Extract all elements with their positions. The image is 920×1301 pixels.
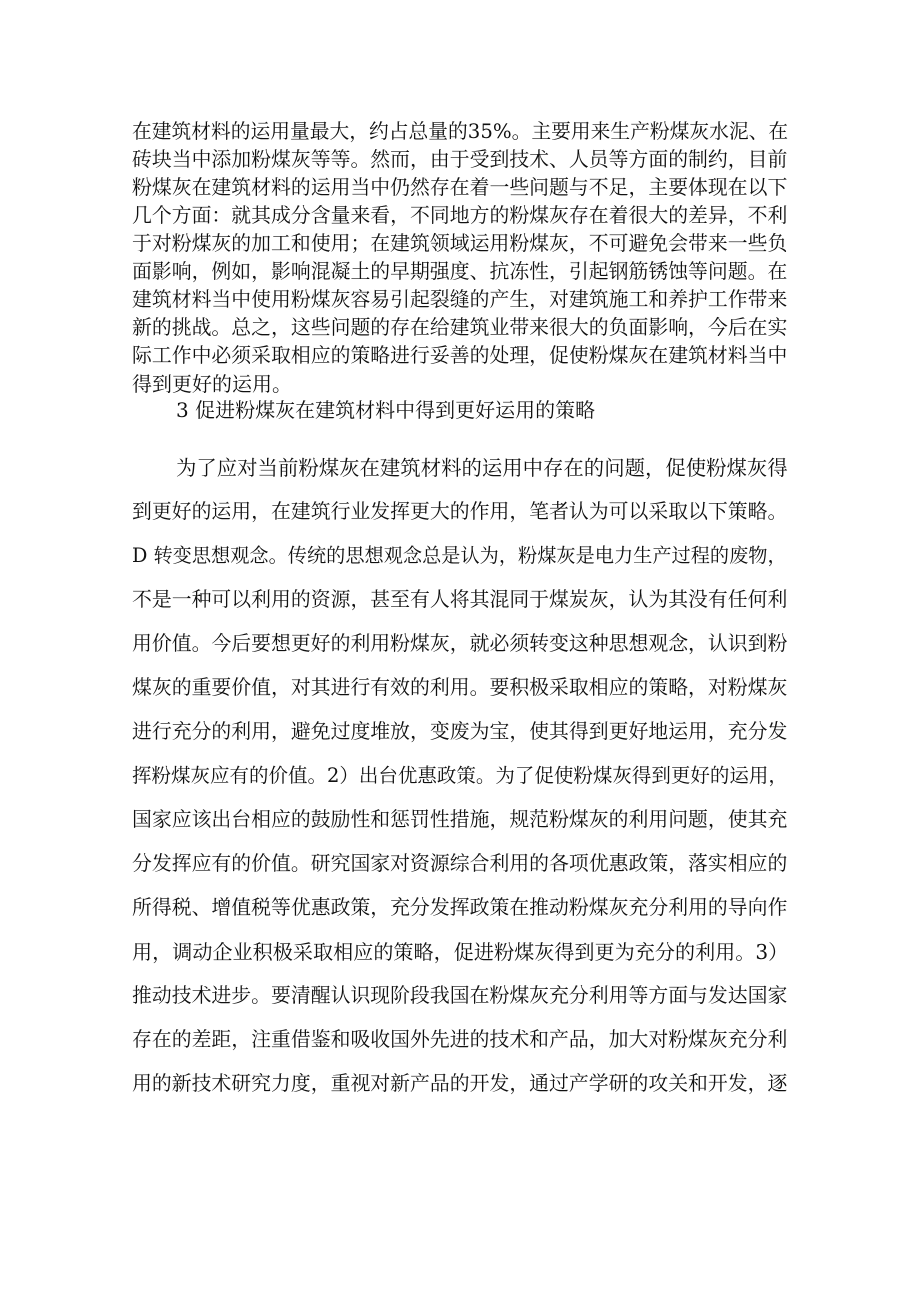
paragraph-2-line: 不是一种可以利用的资源，甚至有人将其混同于煤炭灰，认为其没有任何利	[132, 588, 788, 611]
paragraph-1-line: 面影响，例如，影响混凝土的早期强度、抗冻性，引起钢筋锈蚀等问题。在	[132, 260, 788, 283]
paragraph-2-line: 用的新技术研究力度，重视对新产品的开发，通过产学研的攻关和开发，逐	[132, 1072, 788, 1095]
paragraph-2-line: 推动技术进步。要清醒认识现阶段我国在粉煤灰充分利用等方面与发达国家	[132, 984, 788, 1007]
paragraph-2-line: 到更好的运用，在建筑行业发挥更大的作用，笔者认为可以采取以下策略。	[132, 500, 788, 523]
paragraph-1-line: 新的挑战。总之，这些问题的存在给建筑业带来很大的负面影响，今后在实	[132, 316, 788, 339]
paragraph-2-line: D 转变思想观念。传统的思想观念总是认为，粉煤灰是电力生产过程的废物，	[132, 544, 787, 567]
paragraph-1-line: 建筑材料当中使用粉煤灰容易引起裂缝的产生，对建筑施工和养护工作带来	[132, 288, 788, 311]
paragraph-2-line: 用，调动企业积极采取相应的策略，促进粉煤灰得到更为充分的利用。3）	[132, 940, 789, 964]
paragraph-2-line: 国家应该出台相应的鼓励性和惩罚性措施，规范粉煤灰的利用问题，使其充	[132, 808, 788, 831]
paragraph-2-line: 所得税、增值税等优惠政策，充分发挥政策在推动粉煤灰充分利用的导向作	[132, 896, 788, 919]
paragraph-2-line: 用价值。今后要想更好的利用粉煤灰，就必须转变这种思想观念，认识到粉	[132, 632, 788, 655]
paragraph-1-line: 粉煤灰在建筑材料的运用当中仍然存在着一些问题与不足，主要体现在以下	[132, 176, 788, 199]
paragraph-2-line: 为了应对当前粉煤灰在建筑材料的运用中存在的问题，促使粉煤灰得	[176, 456, 788, 480]
paragraph-1-line: 际工作中必须采取相应的策略进行妥善的处理，促使粉煤灰在建筑材料当中	[132, 344, 788, 367]
paragraph-2-line: 存在的差距，注重借鉴和吸收国外先进的技术和产品，加大对粉煤灰充分利	[132, 1028, 788, 1051]
paragraph-2-line: 进行充分的利用，避免过度堆放，变废为宝，使其得到更好地运用，充分发	[132, 720, 788, 743]
paragraph-1-line: 于对粉煤灰的加工和使用；在建筑领域运用粉煤灰，不可避免会带来一些负	[132, 232, 788, 255]
paragraph-2-line: 煤灰的重要价值，对其进行有效的利用。要积极采取相应的策略，对粉煤灰	[132, 676, 788, 699]
paragraph-1-line: 在建筑材料的运用量最大，约占总量的35%。主要用来生产粉煤灰水泥、在	[132, 120, 789, 143]
paragraph-1-line: 砖块当中添加粉煤灰等等。然而，由于受到技术、人员等方面的制约，目前	[132, 148, 788, 171]
paragraph-2-line: 分发挥应有的价值。研究国家对资源综合利用的各项优惠政策，落实相应的	[132, 852, 788, 875]
paragraph-2-line: 挥粉煤灰应有的价值。2）出台优惠政策。为了促使粉煤灰得到更好的运用，	[132, 764, 788, 787]
section-heading: 3 促进粉煤灰在建筑材料中得到更好运用的策略	[176, 398, 596, 422]
paragraph-1-line: 几个方面：就其成分含量来看，不同地方的粉煤灰存在着很大的差异，不利	[132, 204, 788, 227]
paragraph-1-line: 得到更好的运用。	[132, 372, 292, 396]
